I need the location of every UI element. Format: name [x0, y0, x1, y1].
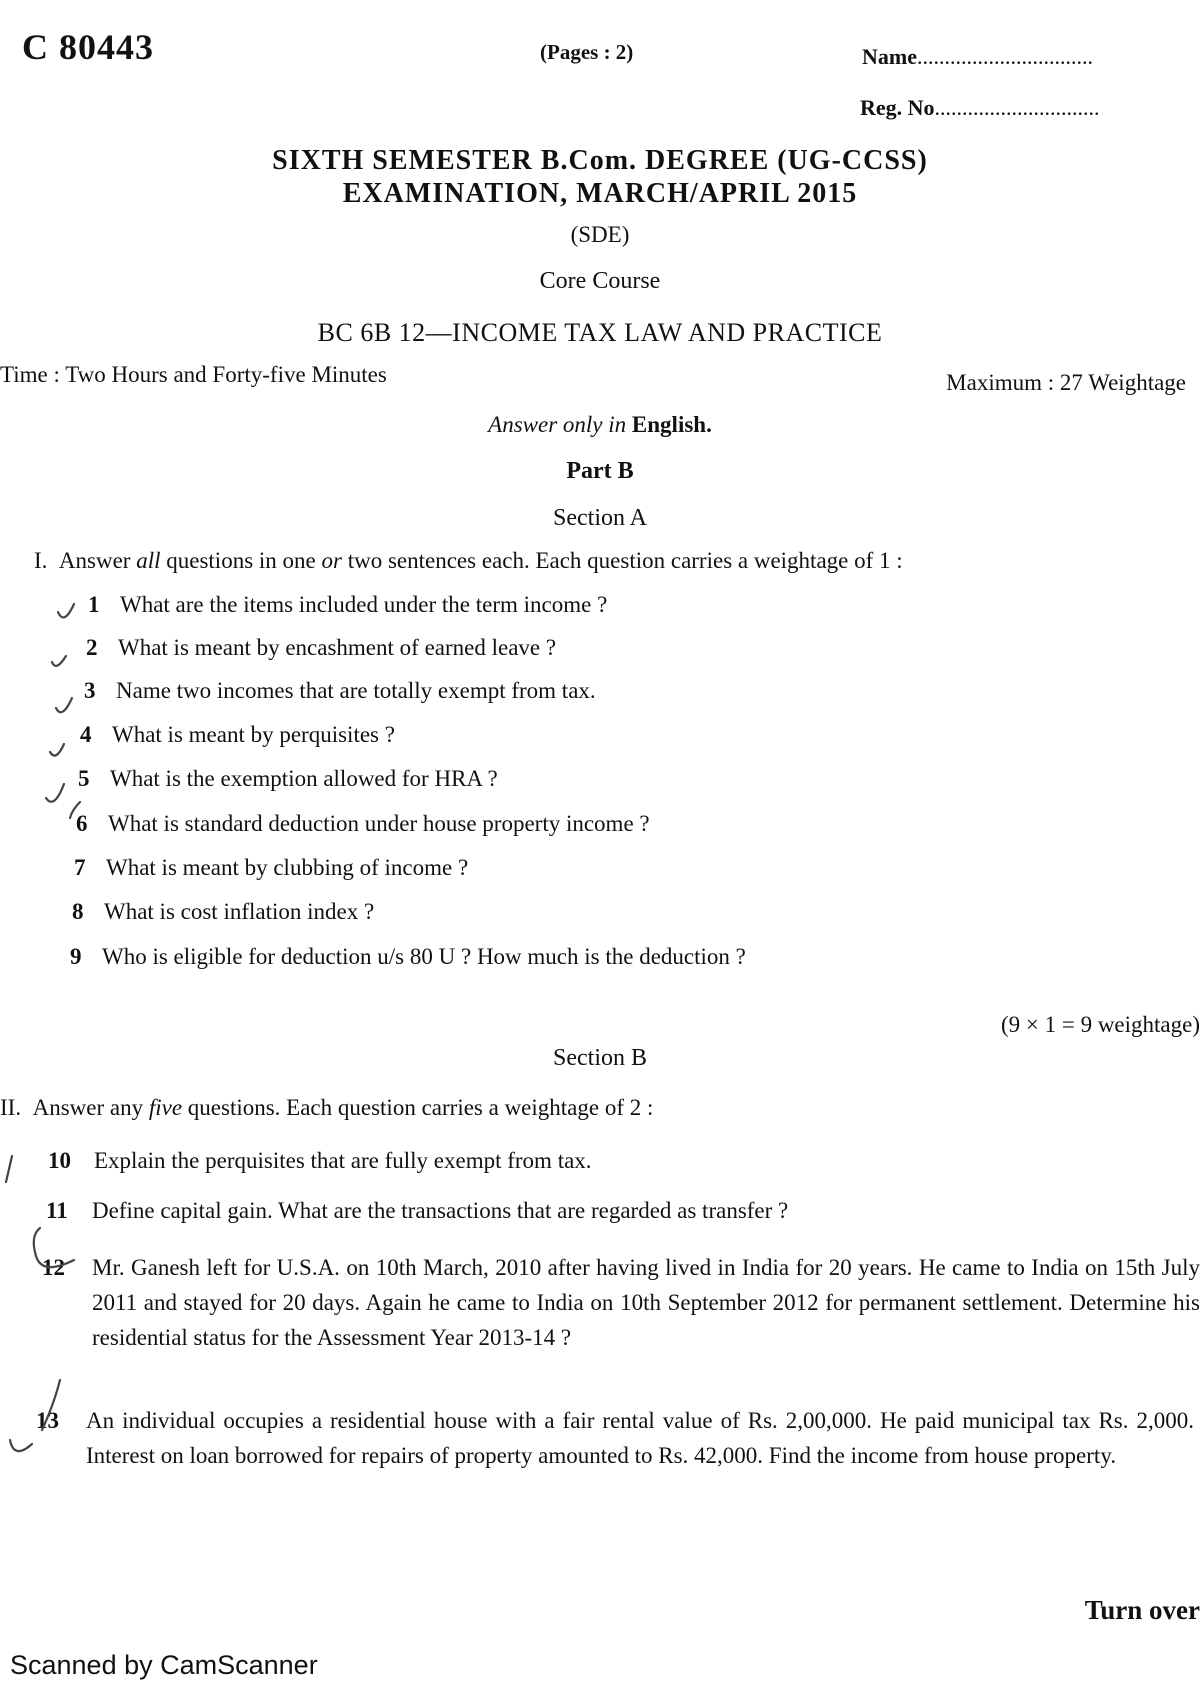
name-dots: ................................ [916, 44, 1093, 69]
question-12 [42, 1250, 1200, 1355]
pencil-marks [0, 0, 120, 1500]
page-count: (Pages : 2) [540, 40, 634, 64]
instruction-text: two sentences each. Each question carries a weightage of 1 : [347, 548, 903, 573]
question-number: 1 [88, 592, 100, 617]
name-label: Name [862, 44, 917, 69]
question-13 [36, 1403, 1194, 1473]
question-9 [70, 944, 746, 970]
question-11 [46, 1198, 788, 1224]
section-b-heading: Section B [553, 1045, 647, 1071]
scanner-watermark: Scanned by CamScanner [10, 1650, 318, 1680]
instruction-italic: Answer only in [488, 412, 627, 437]
question-text: Mr. Ganesh left for U.S.A. on 10th March, 2010 after having lived in India for 20 years. He came to India on 15th July 2011 and stayed for 20 days. Again he came to India on 10th September 2012 for permanent settlement. Determine his residential status for the Assessment Year 2013-14 ? [92, 1255, 1200, 1350]
section-b-roman: II. [0, 1095, 22, 1120]
question-1 [88, 592, 607, 618]
reg-no-label: Reg. No [860, 95, 935, 120]
question-7 [74, 855, 468, 881]
section-a-roman: I. [34, 548, 48, 573]
section-a-instruction [34, 548, 903, 574]
course-title: BC 6B 12—INCOME TAX LAW AND PRACTICE [317, 318, 883, 347]
instruction-text: questions in one [166, 548, 316, 573]
exam-title-line1: SIXTH SEMESTER B.Com. DEGREE (UG-CCSS) [272, 145, 928, 176]
question-number: 5 [78, 766, 90, 791]
question-5 [78, 766, 498, 792]
instruction-emphasis: five [148, 1095, 183, 1120]
question-text: What is meant by encashment of earned leave ? [118, 635, 557, 660]
question-text: What is the exemption allowed for HRA ? [110, 766, 498, 791]
question-2 [86, 635, 556, 661]
question-text: An individual occupies a residential house with a fair rental value of Rs. 2,00,000. He paid municipal tax Rs. 2,000. Interest on loan borrowed for repairs of property amounted to Rs. 42,000. Find the income from house property. [86, 1408, 1194, 1468]
question-number: 7 [74, 855, 86, 880]
question-text: What is meant by clubbing of income ? [106, 855, 469, 880]
reg-no-field [860, 95, 1100, 121]
question-number: 8 [72, 899, 84, 924]
paper-code: C 80443 [22, 27, 154, 67]
question-number: 11 [46, 1198, 68, 1223]
instruction-text: questions. Each question carries a weightage of 2 : [187, 1095, 654, 1120]
language-instruction [0, 412, 1200, 438]
reg-no-dots: .............................. [934, 95, 1100, 120]
question-number: 13 [36, 1408, 59, 1433]
question-3 [84, 678, 596, 704]
question-text: What is meant by perquisites ? [112, 722, 395, 747]
exam-title-line2: EXAMINATION, MARCH/APRIL 2015 [342, 178, 858, 209]
instruction-emphasis: or [321, 548, 342, 573]
question-number: 4 [80, 722, 92, 747]
question-text: Define capital gain. What are the transactions that are regarded as transfer ? [92, 1198, 789, 1223]
turn-over-note: Turn over [1084, 1595, 1200, 1625]
name-field [862, 44, 1093, 70]
maximum-weightage: Maximum : 27 Weightage [946, 370, 1186, 395]
section-a-heading: Section A [553, 505, 647, 531]
time-allowed: Time : Two Hours and Forty-five Minutes [0, 362, 387, 387]
question-text: What is standard deduction under house property income ? [108, 811, 650, 836]
course-type: Core Course [539, 268, 661, 294]
question-10 [48, 1148, 592, 1174]
question-4 [80, 722, 395, 748]
instruction-emphasis: all [136, 548, 161, 573]
question-number: 12 [42, 1255, 65, 1280]
question-text: Name two incomes that are totally exempt from tax. [116, 678, 596, 703]
instruction-text: Answer any [32, 1095, 144, 1120]
question-6 [76, 811, 650, 837]
question-number: 9 [70, 944, 82, 969]
instruction-text: Answer [58, 548, 131, 573]
exam-mode: (SDE) [570, 222, 630, 247]
question-number: 3 [84, 678, 96, 703]
question-number: 10 [48, 1148, 71, 1173]
part-heading: Part B [566, 458, 634, 484]
pencil-tick-icon [6, 604, 80, 1451]
section-a-weightage: (9 × 1 = 9 weightage) [1000, 1012, 1200, 1037]
question-text: What are the items included under the term income ? [120, 592, 608, 617]
question-number: 6 [76, 811, 88, 836]
question-text: Who is eligible for deduction u/s 80 U ? How much is the deduction ? [102, 944, 746, 969]
question-text: Explain the perquisites that are fully exempt from tax. [94, 1148, 592, 1173]
instruction-bold: English. [631, 412, 712, 437]
question-text: What is cost inflation index ? [104, 899, 375, 924]
question-number: 2 [86, 635, 98, 660]
